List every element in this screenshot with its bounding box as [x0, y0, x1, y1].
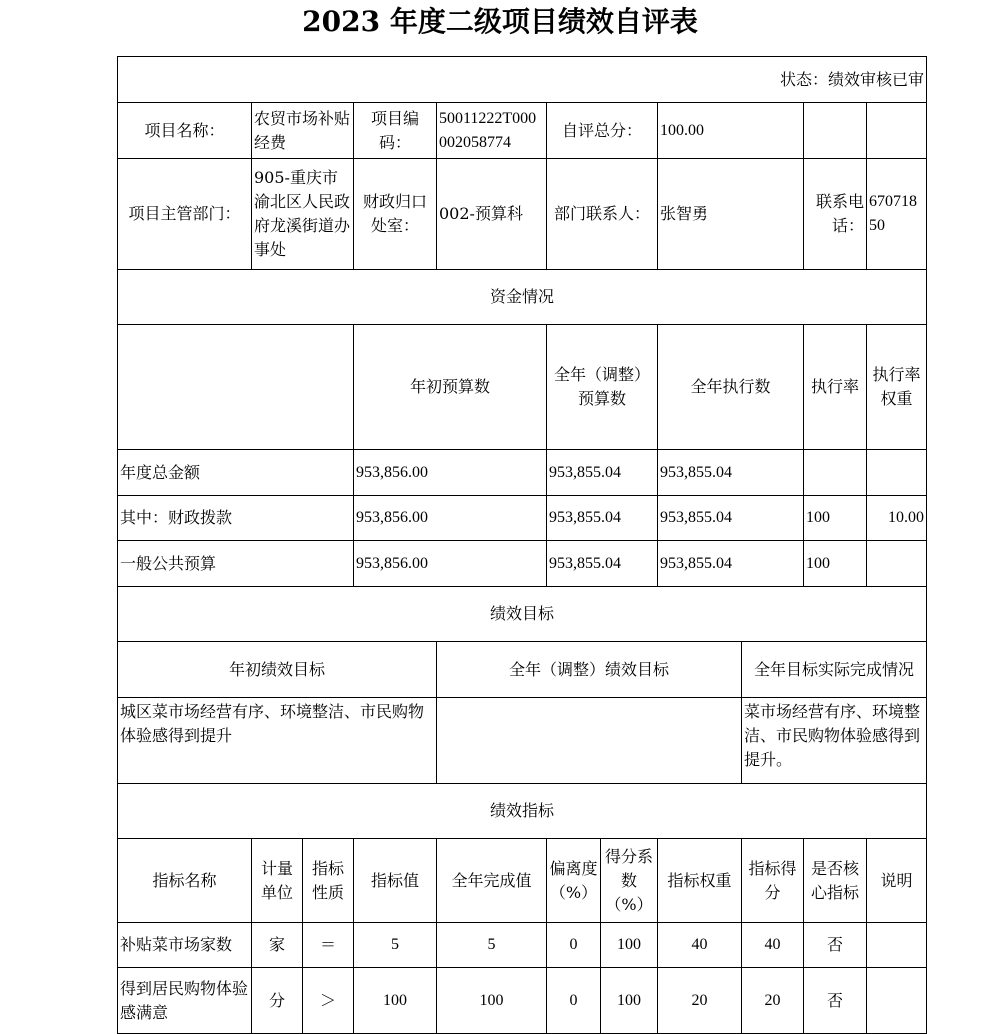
score-value: 100.00	[658, 103, 804, 159]
indicator-core: 否	[804, 923, 867, 968]
funds-adjusted: 953,855.04	[547, 496, 658, 541]
goals-section-row	[118, 587, 927, 642]
funds-row-label: 年度总金额	[118, 450, 354, 496]
funds-header: 全年（调整）预算数	[547, 325, 658, 450]
indicator-nature: ＞	[303, 968, 354, 1034]
indicator-header: 指标性质	[303, 839, 354, 923]
indicator-row	[118, 923, 927, 968]
contact-value: 张智勇	[658, 159, 804, 270]
indicator-deviation: 0	[547, 923, 601, 968]
funds-initial: 953,856.00	[354, 496, 547, 541]
indicator-header: 偏离度（%）	[547, 839, 601, 923]
funds-section-row	[118, 270, 927, 325]
contact-label: 部门联系人：	[547, 159, 658, 270]
goals-section-title: 绩效目标	[118, 587, 927, 642]
funds-rate: 100	[804, 496, 867, 541]
status-label: 状态：	[779, 69, 828, 89]
funds-weight	[867, 541, 927, 587]
funds-header: 全年执行数	[658, 325, 804, 450]
dept-value: 905-重庆市渝北区人民政府龙溪街道办事处	[252, 159, 354, 270]
project-name-label: 项目名称：	[118, 103, 252, 159]
funds-executed: 953,855.04	[658, 541, 804, 587]
indicator-weight: 20	[658, 968, 742, 1034]
empty-cell	[867, 103, 927, 159]
indicator-deviation: 0	[547, 968, 601, 1034]
score-label: 自评总分：	[547, 103, 658, 159]
goals-header-actual: 全年目标实际完成情况	[742, 642, 927, 698]
funds-header: 年初预算数	[354, 325, 547, 450]
goals-actual: 菜市场经营有序、环境整洁、市民购物体验感得到提升。	[742, 698, 927, 784]
funds-section-title: 资金情况	[118, 270, 927, 325]
finance-value: 002-预算科	[437, 159, 547, 270]
indicator-unit: 家	[252, 923, 303, 968]
indicator-name: 得到居民购物体验感满意	[118, 968, 252, 1034]
goals-adjusted	[437, 698, 742, 784]
funds-header-row	[118, 325, 927, 450]
funds-adjusted: 953,855.04	[547, 450, 658, 496]
empty-cell	[118, 325, 354, 450]
indicators-section-title: 绩效指标	[118, 784, 927, 839]
funds-header: 执行率权重	[867, 325, 927, 450]
funds-initial: 953,856.00	[354, 541, 547, 587]
goals-header-initial: 年初绩效目标	[118, 642, 437, 698]
phone-label: 联系电话：	[804, 159, 867, 270]
funds-row	[118, 450, 927, 496]
indicator-coef: 100	[601, 923, 658, 968]
indicator-header: 指标值	[354, 839, 437, 923]
indicators-header-row	[118, 839, 927, 923]
indicator-score: 40	[742, 923, 804, 968]
project-name-value: 农贸市场补贴经费	[252, 103, 354, 159]
funds-executed: 953,855.04	[658, 496, 804, 541]
indicator-row	[118, 968, 927, 1034]
indicator-target: 5	[354, 923, 437, 968]
indicator-note	[867, 923, 927, 968]
dept-label: 项目主管部门：	[118, 159, 252, 270]
funds-rate	[804, 450, 867, 496]
funds-rate: 100	[804, 541, 867, 587]
project-row	[118, 103, 927, 159]
indicator-actual: 100	[437, 968, 547, 1034]
funds-initial: 953,856.00	[354, 450, 547, 496]
dept-row	[118, 159, 927, 270]
status-cell	[118, 57, 927, 103]
funds-row	[118, 541, 927, 587]
project-code-value: 50011222T000002058774	[437, 103, 547, 159]
funds-weight	[867, 450, 927, 496]
indicator-nature: ＝	[303, 923, 354, 968]
page-title: 2023 年度二级项目绩效自评表	[302, 5, 698, 38]
funds-row-label: 一般公共预算	[118, 541, 354, 587]
indicators-section-row	[118, 784, 927, 839]
finance-label: 财政归口处室：	[354, 159, 437, 270]
indicator-unit: 分	[252, 968, 303, 1034]
goals-header-adjusted: 全年（调整）绩效目标	[437, 642, 742, 698]
funds-adjusted: 953,855.04	[547, 541, 658, 587]
indicator-target: 100	[354, 968, 437, 1034]
indicator-name: 补贴菜市场家数	[118, 923, 252, 968]
indicator-core: 否	[804, 968, 867, 1034]
funds-row-label: 其中：财政拨款	[118, 496, 354, 541]
funds-weight: 10.00	[867, 496, 927, 541]
goals-content-row	[118, 698, 927, 784]
indicator-note	[867, 968, 927, 1034]
indicator-header: 计量单位	[252, 839, 303, 923]
indicator-actual: 5	[437, 923, 547, 968]
goals-header-row	[118, 642, 927, 698]
status-row	[118, 57, 927, 103]
evaluation-table	[117, 56, 927, 1034]
funds-executed: 953,855.04	[658, 450, 804, 496]
status-value: 绩效审核已审	[828, 69, 925, 89]
indicator-score: 20	[742, 968, 804, 1034]
goals-initial: 城区菜市场经营有序、环境整洁、市民购物体验感得到提升	[118, 698, 437, 784]
funds-header: 执行率	[804, 325, 867, 450]
phone-value: 67071850	[867, 159, 927, 270]
indicator-header: 是否核心指标	[804, 839, 867, 923]
indicator-header: 得分系数（%）	[601, 839, 658, 923]
funds-row	[118, 496, 927, 541]
indicator-header: 指标权重	[658, 839, 742, 923]
indicator-header: 说明	[867, 839, 927, 923]
indicator-header: 指标得分	[742, 839, 804, 923]
indicator-header: 全年完成值	[437, 839, 547, 923]
empty-cell	[804, 103, 867, 159]
project-code-label: 项目编码：	[354, 103, 437, 159]
indicator-weight: 40	[658, 923, 742, 968]
indicator-header: 指标名称	[118, 839, 252, 923]
indicator-coef: 100	[601, 968, 658, 1034]
